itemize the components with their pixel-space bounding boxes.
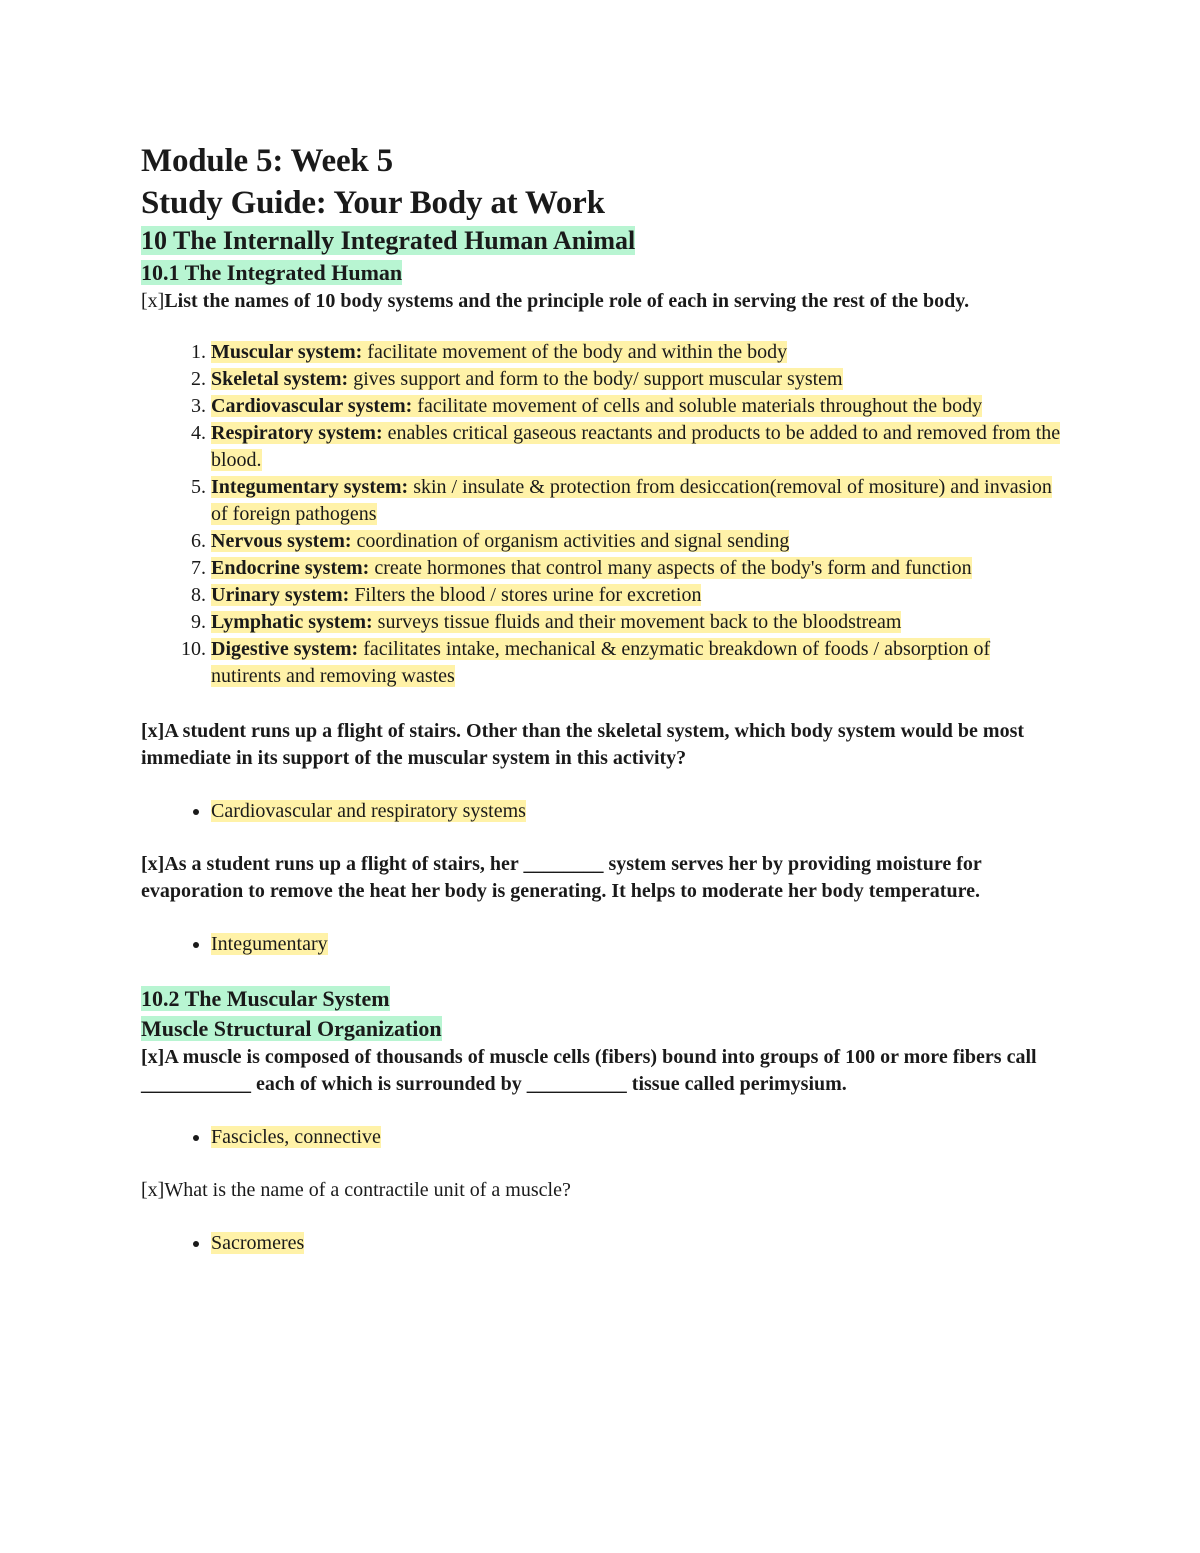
section-heading-10-1: 10.1 The Integrated Human: [141, 260, 403, 285]
question-text: As a student runs up a flight of stairs, her ________ system serves her by providing moisture for evaporation to remove the heat her body is generating. It helps to moderate her body temperature.: [141, 853, 982, 902]
answer-list: [141, 931, 1061, 958]
answer-list: [141, 1230, 1061, 1257]
answer-list: [141, 1124, 1061, 1151]
system-name: Cardiovascular system:: [211, 395, 413, 417]
system-name: Respiratory system:: [211, 422, 383, 444]
question-marker: [x]: [141, 290, 165, 312]
system-description: skin / insulate & protection from desiccation(removal of mositure) and invasion of foreign pathogens: [211, 476, 1052, 525]
list-item: [211, 609, 1061, 636]
question-text: List the names of 10 body systems and the principle role of each in serving the rest of the body.: [164, 290, 970, 312]
answer-text: Fascicles, connective: [211, 1126, 381, 1148]
system-description: gives support and form to the body/ support muscular system: [348, 368, 843, 390]
document-title-study-guide: Study Guide: Your Body at Work: [141, 185, 605, 221]
list-item: [211, 555, 1061, 582]
list-item: [211, 420, 1061, 474]
system-name: Urinary system:: [211, 584, 350, 606]
list-item: [211, 339, 1061, 366]
question-stairs-support: [141, 718, 1061, 772]
section-heading-10-2: 10.2 The Muscular System: [141, 986, 390, 1011]
system-name: Lymphatic system:: [211, 611, 373, 633]
body-systems-list: [141, 339, 1061, 690]
system-name: Muscular system:: [211, 341, 363, 363]
list-item: [211, 393, 1061, 420]
system-description: Filters the blood / stores urine for excretion: [349, 584, 702, 606]
system-description: facilitate movement of the body and within the body: [362, 341, 788, 363]
system-description: coordination of organism activities and signal sending: [351, 530, 790, 552]
system-name: Integumentary system:: [211, 476, 409, 498]
list-item: [211, 528, 1061, 555]
answer-text: Cardiovascular and respiratory systems: [211, 800, 526, 822]
list-item: [211, 366, 1061, 393]
question-marker: [x]: [141, 853, 165, 875]
document-title-module: Module 5: Week 5: [141, 143, 393, 179]
list-item: [211, 636, 1061, 690]
answer-list: [141, 798, 1061, 825]
system-description: enables critical gaseous reactants and products to be added to and removed from the blood.: [211, 422, 1061, 471]
system-description: facilitate movement of cells and soluble materials throughout the body: [412, 395, 983, 417]
question-contractile-unit: [x]What is the name of a contractile unit of a muscle?: [141, 1179, 571, 1201]
list-item: [211, 1124, 1061, 1151]
system-description: facilitates intake, mechanical & enzymatic breakdown of foods / absorption of nutirents and removing wastes: [211, 638, 991, 687]
list-item: [211, 582, 1061, 609]
answer-text: Integumentary: [211, 933, 328, 955]
document-page: [141, 140, 1061, 1283]
list-item: [211, 931, 1061, 958]
question-marker: [x]: [141, 720, 165, 742]
system-description: create hormones that control many aspects of the body's form and function: [369, 557, 972, 579]
list-item: [211, 1230, 1061, 1257]
system-name: Endocrine system:: [211, 557, 370, 579]
system-name: Nervous system:: [211, 530, 352, 552]
question-stairs-moisture: [141, 851, 1061, 905]
system-name: Digestive system:: [211, 638, 359, 660]
chapter-heading: 10 The Internally Integrated Human Animal: [141, 226, 636, 255]
system-description: surveys tissue fluids and their movement back to the bloodstream: [372, 611, 902, 633]
question-muscle-fibers: [x]A muscle is composed of thousands of muscle cells (fibers) bound into groups of 100 or more fibers call ___________ each of which is surrounded by __________ tissue called perimysium.: [141, 1046, 1037, 1095]
subsection-heading: Muscle Structural Organization: [141, 1016, 442, 1041]
list-item: [211, 474, 1061, 528]
list-item: [211, 798, 1061, 825]
question-body-systems: [141, 288, 1061, 315]
system-name: Skeletal system:: [211, 368, 349, 390]
answer-text: Sacromeres: [211, 1232, 305, 1254]
question-text: A student runs up a flight of stairs. Other than the skeletal system, which body system would be most immediate in its support of the muscular system in this activity?: [141, 720, 1025, 769]
